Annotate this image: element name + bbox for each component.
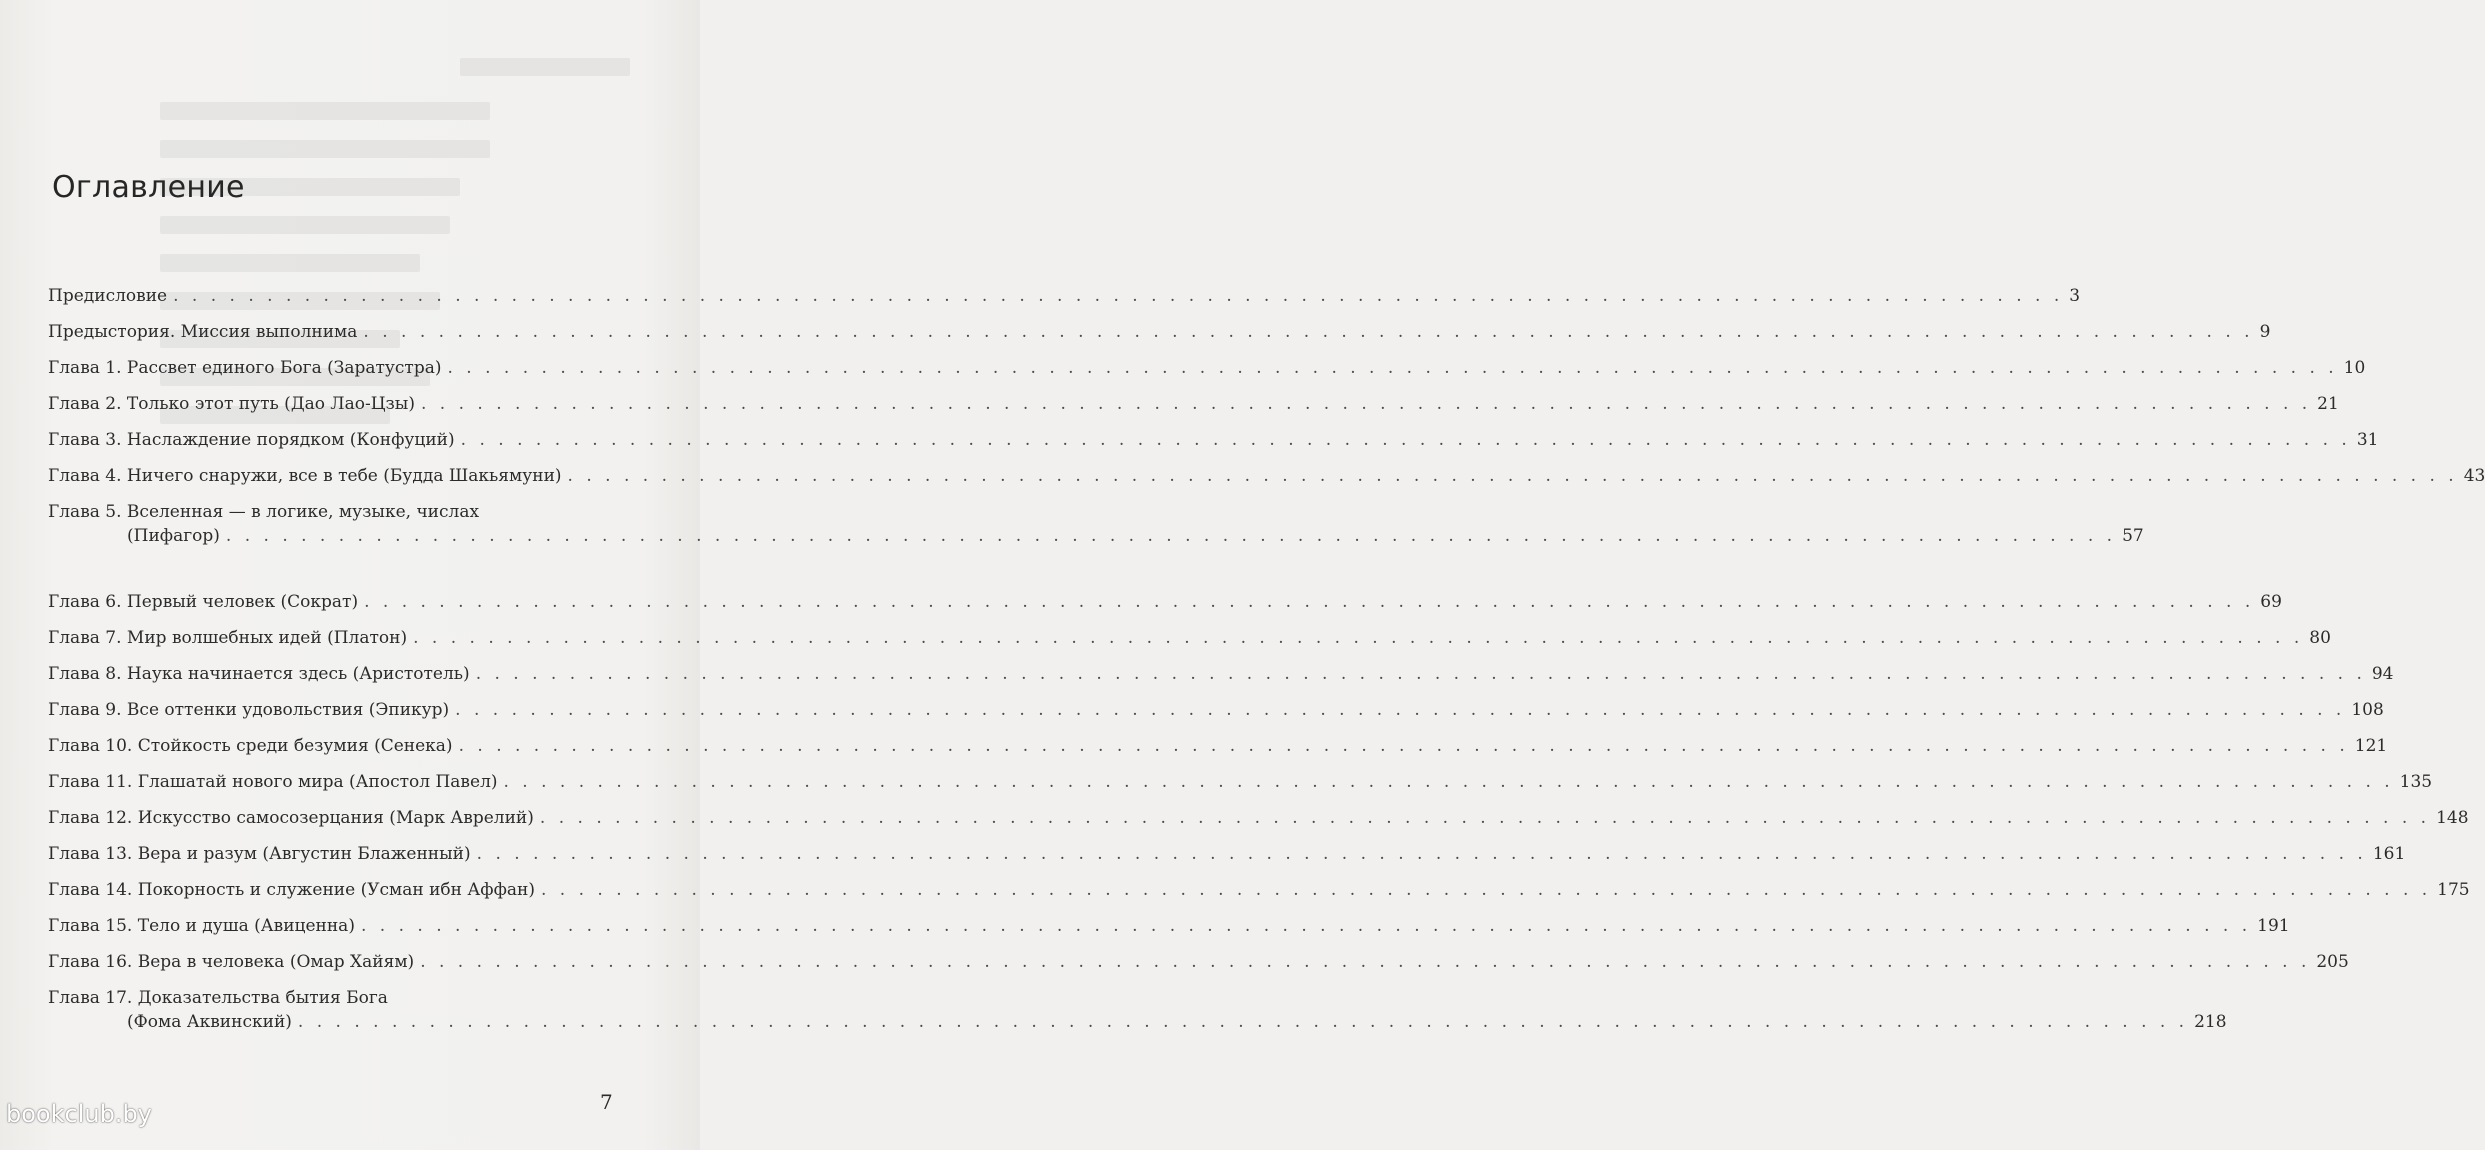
toc-entry[interactable] (48, 804, 2469, 828)
toc-entry-page: 161 (2372, 844, 2406, 864)
toc-entry[interactable] (48, 768, 2433, 792)
toc-entry-page: 94 (2371, 664, 2394, 684)
leader-dots (361, 916, 2251, 936)
toc-entry[interactable] (48, 696, 2384, 720)
toc-heading: Оглавление (52, 170, 245, 205)
toc-entry-page: 148 (2436, 808, 2469, 828)
toc-entry-page: 43 (2463, 466, 2485, 486)
toc-entry-title-continuation: (Пифагор) (127, 526, 220, 546)
toc-entry[interactable] (48, 732, 2388, 756)
leader-dots (413, 628, 2303, 648)
toc-entry-title: Глава 11. Глашатай нового мира (Апостол Павел) (48, 772, 498, 792)
toc-entry-title: Глава 14. Покорность и служение (Усман ибн Аффан) (48, 880, 535, 900)
toc-entry-page: 218 (2194, 1012, 2227, 1032)
toc-entry[interactable] (48, 498, 2144, 546)
leader-dots (420, 952, 2310, 972)
toc-entry-page: 31 (2356, 430, 2379, 450)
toc-entry[interactable] (48, 876, 2470, 900)
toc-entry-title: Глава 5. Вселенная — в логике, музыке, числах (48, 502, 480, 522)
toc-entry-title: Глава 15. Тело и душа (Авиценна) (48, 916, 355, 936)
leader-dots (364, 592, 2254, 612)
leader-dots (541, 880, 2431, 900)
toc-entry[interactable] (48, 948, 2349, 972)
leader-dots (226, 526, 2116, 546)
toc-entry-title: Глава 3. Наслаждение порядком (Конфуций) (48, 430, 455, 450)
leader-dots (504, 772, 2394, 792)
toc-entry-page: 205 (2316, 952, 2349, 972)
toc-entry[interactable] (48, 624, 2331, 648)
toc-entry-page: 69 (2260, 592, 2282, 612)
toc-entry[interactable] (48, 354, 2366, 378)
leader-dots (540, 808, 2430, 828)
toc-entry-page: 108 (2351, 700, 2384, 720)
toc-entry-title: Глава 9. Все оттенки удовольствия (Эпикур) (48, 700, 450, 720)
toc-entry-title: Глава 2. Только этот путь (Дао Лао-Цзы) (48, 394, 415, 414)
toc-entry-title: Глава 17. Доказательства бытия Бога (48, 988, 388, 1008)
toc-entry[interactable] (48, 282, 2081, 306)
leader-dots (477, 844, 2367, 864)
toc-entry-title: Глава 1. Рассвет единого Бога (Заратустра) (48, 358, 442, 378)
toc-entry-title: Предисловие (48, 286, 168, 306)
toc-entry[interactable] (48, 912, 2290, 936)
toc-entry-page: 10 (2343, 358, 2366, 378)
toc-entry[interactable] (48, 840, 2406, 864)
toc-entry-page: 135 (2399, 772, 2433, 792)
toc-entry-page: 57 (2122, 526, 2144, 546)
leader-dots (459, 736, 2349, 756)
leader-dots (298, 1012, 2188, 1032)
toc-entry[interactable] (48, 318, 2271, 342)
toc-entry-title: Глава 16. Вера в человека (Омар Хайям) (48, 952, 415, 972)
watermark: bookclub.by (6, 1100, 152, 1128)
toc-entry[interactable] (48, 390, 2339, 414)
toc-entry-title: Глава 4. Ничего снаружи, все в тебе (Будда Шакьямуни) (48, 466, 562, 486)
toc-entry-title: Глава 10. Стойкость среди безумия (Сенека) (48, 736, 453, 756)
leader-dots (476, 664, 2366, 684)
leader-dots (173, 286, 2063, 306)
toc-entry[interactable] (48, 660, 2394, 684)
leader-dots (455, 700, 2345, 720)
toc-entry-page: 121 (2354, 736, 2388, 756)
toc-entry-page: 9 (2259, 322, 2271, 342)
leader-dots (568, 466, 2458, 486)
page-number: 7 (600, 1090, 613, 1114)
toc-entry-title-continuation: (Фома Аквинский) (127, 1012, 292, 1032)
toc-entry-title: Глава 7. Мир волшебных идей (Платон) (48, 628, 408, 648)
toc-entry-title: Глава 8. Наука начинается здесь (Аристотель) (48, 664, 470, 684)
toc-entry-page: 175 (2437, 880, 2470, 900)
toc-entry[interactable] (48, 462, 2485, 486)
toc-entry[interactable] (48, 984, 2227, 1032)
toc-entry[interactable] (48, 588, 2282, 612)
toc-entry-page: 21 (2317, 394, 2339, 414)
leader-dots (363, 322, 2253, 342)
toc-entry-page: 191 (2257, 916, 2290, 936)
leader-dots (447, 358, 2337, 378)
toc-entry[interactable] (48, 426, 2379, 450)
toc-entry-page: 80 (2309, 628, 2331, 648)
toc-entry-page: 3 (2069, 286, 2081, 306)
toc-entry-title: Глава 12. Искусство самосозерцания (Марк Аврелий) (48, 808, 534, 828)
toc-entry-title: Предыстория. Миссия выполнима (48, 322, 358, 342)
toc-entry-title: Глава 13. Вера и разум (Августин Блаженный) (48, 844, 471, 864)
leader-dots (461, 430, 2351, 450)
toc-entry-title: Глава 6. Первый человек (Сократ) (48, 592, 359, 612)
leader-dots (421, 394, 2311, 414)
